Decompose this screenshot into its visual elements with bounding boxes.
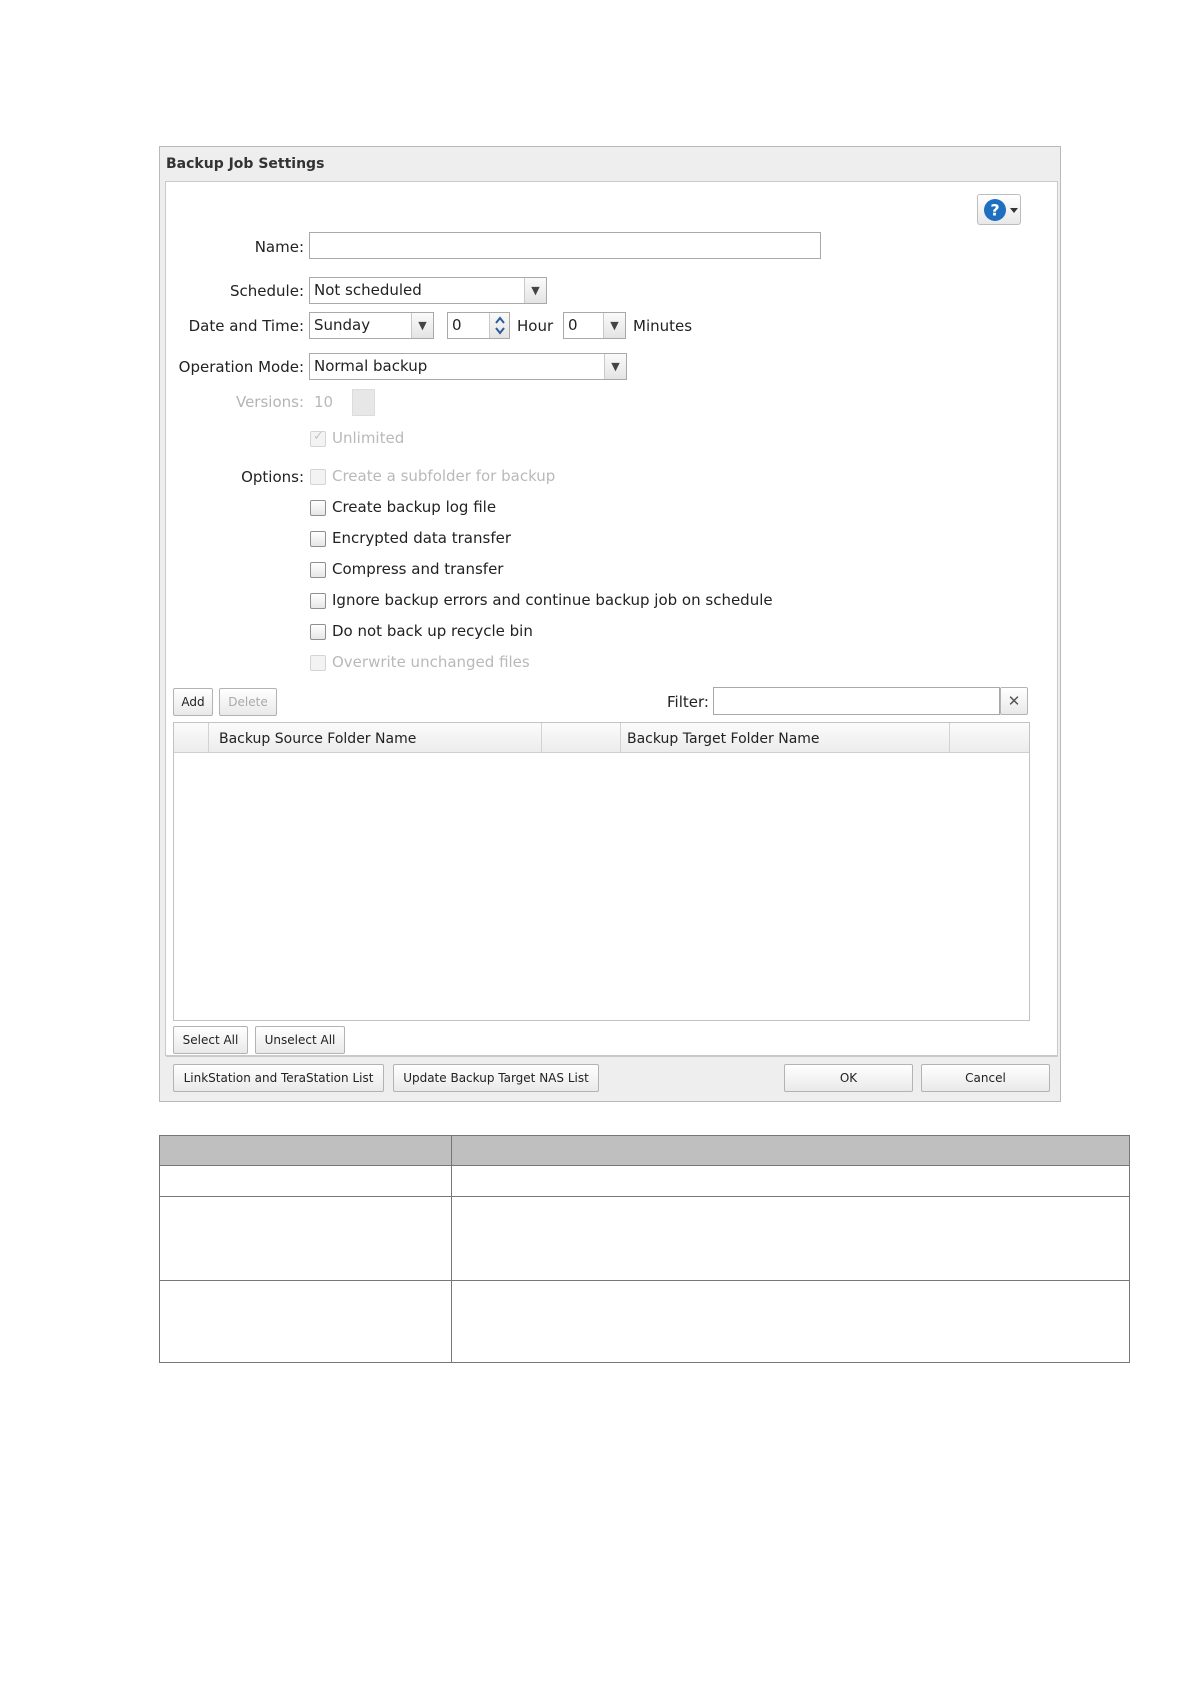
chevron-down-icon: ▼ xyxy=(411,313,433,338)
day-select-value: Sunday xyxy=(314,316,371,334)
date-time-label: Date and Time: xyxy=(188,317,304,335)
column-header-target[interactable]: Backup Target Folder Name xyxy=(627,731,820,747)
option-checkbox-encrypted[interactable] xyxy=(310,531,326,547)
folder-grid[interactable] xyxy=(173,722,1030,1021)
ok-button[interactable]: OK xyxy=(784,1064,913,1092)
update-backup-target-nas-list-button[interactable]: Update Backup Target NAS List xyxy=(393,1064,599,1092)
info-table-header-cell xyxy=(160,1136,452,1166)
operation-mode-select[interactable] xyxy=(309,353,627,380)
info-table-row xyxy=(160,1197,1130,1281)
help-button[interactable] xyxy=(977,194,1021,225)
option-checkbox-subfolder xyxy=(310,469,326,485)
unselect-all-button[interactable]: Unselect All xyxy=(255,1026,345,1054)
caret-down-icon xyxy=(1010,208,1018,214)
schedule-select[interactable] xyxy=(309,277,547,304)
options-label: Options: xyxy=(241,468,304,486)
minutes-select[interactable] xyxy=(563,312,626,339)
option-label-compress: Compress and transfer xyxy=(332,560,504,578)
info-table-cell xyxy=(160,1197,452,1281)
option-label-recycle-bin: Do not back up recycle bin xyxy=(332,622,533,640)
versions-spinner xyxy=(352,389,375,416)
add-button[interactable]: Add xyxy=(173,688,213,716)
option-label-ignore-errors: Ignore backup errors and continue backup job on schedule xyxy=(332,591,773,609)
info-table-cell xyxy=(160,1281,452,1363)
option-label-subfolder: Create a subfolder for backup xyxy=(332,467,556,485)
option-label-overwrite: Overwrite unchanged files xyxy=(332,653,530,671)
chevron-down-icon: ▼ xyxy=(603,313,625,338)
chevron-down-icon: ▼ xyxy=(604,354,626,379)
unlimited-label: Unlimited xyxy=(332,429,405,447)
info-table-header-row xyxy=(160,1136,1130,1166)
info-table-header-cell xyxy=(452,1136,1130,1166)
versions-label: Versions: xyxy=(235,393,304,411)
option-checkbox-log-file[interactable] xyxy=(310,500,326,516)
name-label: Name: xyxy=(254,238,304,256)
option-label-log-file: Create backup log file xyxy=(332,498,497,516)
day-select[interactable] xyxy=(309,312,434,339)
select-all-button[interactable]: Select All xyxy=(173,1026,248,1054)
name-input[interactable] xyxy=(309,232,821,259)
schedule-label: Schedule: xyxy=(230,282,304,300)
hour-spinner[interactable] xyxy=(447,312,510,339)
filter-input[interactable] xyxy=(713,687,1000,715)
minutes-label: Minutes xyxy=(633,317,693,335)
hour-spinner-value: 0 xyxy=(452,316,462,334)
close-icon: ✕ xyxy=(1007,692,1021,710)
hour-label: Hour xyxy=(517,317,554,335)
unlimited-checkbox xyxy=(310,431,326,447)
schedule-select-value: Not scheduled xyxy=(314,281,422,299)
info-table-cell xyxy=(160,1166,452,1197)
option-checkbox-ignore-errors[interactable] xyxy=(310,593,326,609)
option-checkbox-overwrite xyxy=(310,655,326,671)
operation-mode-select-value: Normal backup xyxy=(314,357,428,375)
info-table-row xyxy=(160,1281,1130,1363)
minutes-select-value: 0 xyxy=(568,316,578,334)
question-circle-icon xyxy=(983,198,1007,222)
svg-text:?: ? xyxy=(990,200,1000,220)
option-checkbox-recycle-bin[interactable] xyxy=(310,624,326,640)
dialog-title: Backup Job Settings xyxy=(166,156,325,172)
info-table xyxy=(159,1135,1130,1363)
spinner-arrows-icon[interactable] xyxy=(489,313,509,338)
option-label-encrypted: Encrypted data transfer xyxy=(332,529,511,547)
chevron-down-icon: ▼ xyxy=(524,278,546,303)
operation-mode-label: Operation Mode: xyxy=(178,358,304,376)
filter-label: Filter: xyxy=(667,693,709,711)
cancel-button[interactable]: Cancel xyxy=(921,1064,1050,1092)
delete-button[interactable]: Delete xyxy=(219,688,277,716)
info-table-cell xyxy=(452,1281,1130,1363)
info-table-cell xyxy=(452,1197,1130,1281)
column-header-source[interactable]: Backup Source Folder Name xyxy=(219,731,417,747)
clear-filter-button[interactable] xyxy=(1000,687,1028,715)
option-checkbox-compress[interactable] xyxy=(310,562,326,578)
info-table-cell xyxy=(452,1166,1130,1197)
info-table-row xyxy=(160,1166,1130,1197)
versions-value: 10 xyxy=(314,393,334,411)
linkstation-terastation-list-button[interactable]: LinkStation and TeraStation List xyxy=(173,1064,384,1092)
footer-divider xyxy=(166,1056,1058,1057)
